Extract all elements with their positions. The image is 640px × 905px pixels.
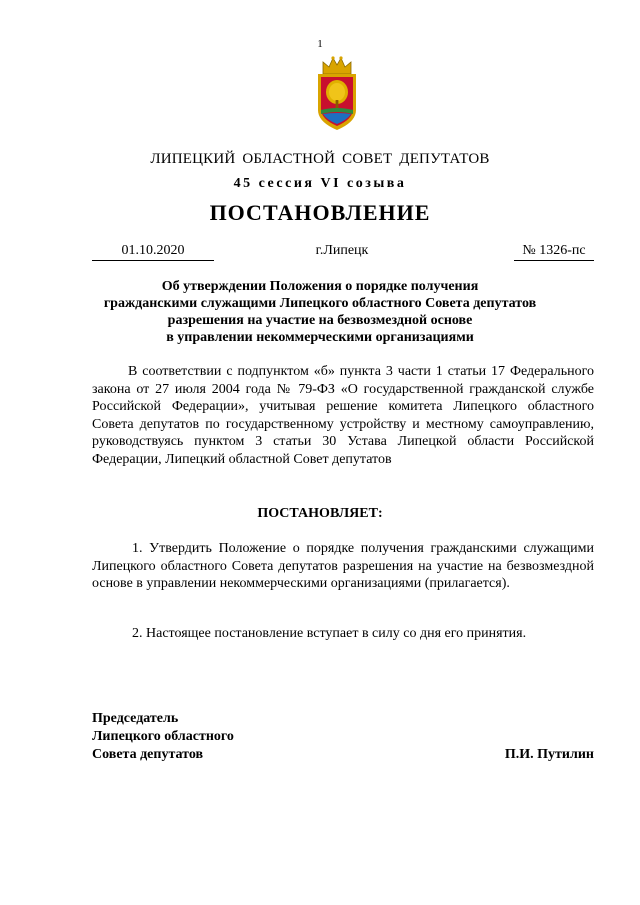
preamble-paragraph: В соответствии с подпунктом «б» пункта 3 части 1 статьи 17 Федерального закона от 27 июля 2004 года № 79-ФЗ «О государственной гражданской службе Российской Федерации», учитывая решение комитета Липецкого областного Совета депутатов по государственному устройству и местному самоуправлению, руководствуясь пунктом 3 статьи 30 Устава Липецкой области Российской Федерации, Липецкий областной Совет депутатов <box>92 364 594 467</box>
document-meta-row <box>92 243 594 265</box>
signatory-position-line: Липецкого областного <box>92 729 234 744</box>
signatory-position-line: Председатель <box>92 711 179 726</box>
coat-of-arms-icon <box>313 52 361 132</box>
decree-item-2: 2. Настоящее постановление вступает в силу со дня его принятия. <box>132 626 527 641</box>
signatory-position <box>92 710 234 764</box>
title-line: в управлении некоммерческими организациями <box>166 330 474 345</box>
decree-item-1: 1. Утвердить Положение о порядке получения гражданскими служащими Липецкого областного Совета депутатов разрешения на участие на безвозмездной основе в управлении некоммерческими организациями (прилагается). <box>92 541 594 591</box>
document-number: № 1326-пс <box>514 243 594 261</box>
decree-heading: ПОСТАНОВЛЯЕТ: <box>257 506 383 521</box>
document-title <box>80 278 560 346</box>
signatory-position-line: Совета депутатов <box>92 747 204 762</box>
title-line: разрешения на участие на безвозмездной основе <box>167 313 473 328</box>
document-type-heading: ПОСТАНОВЛЕНИЕ <box>209 200 431 225</box>
title-line: гражданскими служащими Липецкого областного Совета депутатов <box>103 296 537 311</box>
title-line: Об утверждении Положения о порядке получения <box>161 279 479 294</box>
document-city: г.Липецк <box>315 243 369 258</box>
signatory-name: П.И. Путилин <box>504 747 594 762</box>
document-date: 01.10.2020 <box>92 243 214 261</box>
session-line: 45 сессия VI созыва <box>233 176 407 191</box>
page-number: 1 <box>317 38 323 50</box>
organization-name: ЛИПЕЦКИЙ ОБЛАСТНОЙ СОВЕТ ДЕПУТАТОВ <box>150 151 490 167</box>
